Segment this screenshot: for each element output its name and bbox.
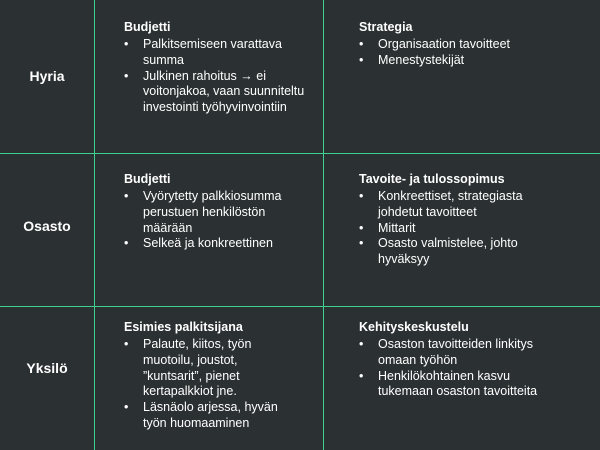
list-item	[124, 37, 314, 69]
list-item	[124, 189, 294, 236]
grid-divider-horizontal-1	[0, 153, 600, 154]
row-label-department: Osasto	[23, 218, 71, 234]
list-item-text: Selkeä ja konkreettinen	[143, 236, 273, 251]
cell-individual-manager-rewarding	[124, 320, 299, 432]
bullet-list	[359, 337, 539, 400]
list-item	[359, 337, 539, 369]
grid-divider-vertical-1	[94, 0, 95, 450]
list-item-text: Organisaation tavoitteet	[378, 37, 511, 51]
list-item	[124, 236, 294, 252]
row-label-individual: Yksilö	[26, 360, 68, 376]
bullet-icon: •	[124, 236, 129, 251]
bullet-list	[124, 337, 299, 432]
bullet-list	[359, 37, 589, 69]
grid-divider-horizontal-2	[0, 306, 600, 307]
list-item	[359, 236, 539, 268]
bullet-list	[124, 37, 314, 116]
cell-organization-strategy	[359, 20, 589, 69]
list-item	[359, 53, 589, 69]
list-item-text: Osaston tavoitteiden linkitys omaan työhön	[378, 337, 533, 367]
cell-title: Budjetti	[124, 20, 171, 34]
list-item-text: Palaute, kiitos, työn muotoilu, joustot, ”kuntsarit”, pienet kertapalkkiot jne.	[143, 337, 252, 399]
row-label-organization: Hyria	[29, 68, 65, 84]
list-item-text: Menestystekijät	[378, 52, 465, 67]
cell-title: Kehityskeskustelu	[359, 320, 469, 334]
cell-title: Esimies palkitsijana	[124, 320, 243, 334]
list-item	[359, 189, 539, 221]
list-item	[124, 69, 314, 116]
cell-department-target-agreement	[359, 172, 539, 268]
cell-organization-budget	[124, 20, 314, 116]
list-item-text: Konkreettiset, strategiasta johdetut tavoitteet	[378, 189, 523, 219]
list-item-text: Julkinen rahoitus → ei voitonjakoa, vaan suunniteltu investointi työhyvinvointiin	[143, 68, 305, 115]
list-item	[359, 37, 589, 53]
list-item	[124, 400, 299, 432]
list-item-text: Osasto valmistelee, johto hyväksyy	[378, 236, 518, 267]
bullet-icon: •	[359, 337, 364, 351]
cell-title: Budjetti	[124, 172, 171, 186]
list-item-text: Henkilökohtainen kasvu tukemaan osaston tavoitteita	[378, 368, 538, 399]
list-item	[124, 337, 299, 400]
cell-title: Tavoite- ja tulossopimus	[359, 172, 505, 186]
cell-individual-development-discussion	[359, 320, 539, 400]
bullet-icon: •	[124, 189, 129, 203]
cell-title: Strategia	[359, 20, 413, 34]
bullet-icon: •	[359, 220, 364, 235]
bullet-icon: •	[359, 368, 364, 383]
bullet-icon: •	[359, 37, 364, 51]
list-item	[359, 369, 539, 401]
bullet-icon: •	[359, 236, 364, 251]
bullet-icon: •	[359, 189, 364, 203]
list-item-text: Vyörytetty palkkiosumma perustuen henkilöstön määrään	[143, 189, 282, 235]
cell-department-budget	[124, 172, 294, 252]
bullet-list	[359, 189, 539, 268]
grid-divider-vertical-2	[323, 0, 324, 450]
bullet-icon: •	[124, 400, 129, 415]
bullet-icon: •	[124, 37, 129, 51]
list-item-text: Läsnäolo arjessa, hyvän työn huomaaminen	[143, 400, 278, 430]
bullet-icon: •	[124, 337, 129, 351]
list-item-text: Mittarit	[378, 220, 416, 235]
list-item-text: Palkitsemiseen varattava summa	[143, 37, 282, 67]
bullet-list	[124, 189, 294, 252]
list-item	[359, 221, 539, 237]
bullet-icon: •	[359, 52, 364, 67]
bullet-icon: •	[124, 68, 129, 83]
